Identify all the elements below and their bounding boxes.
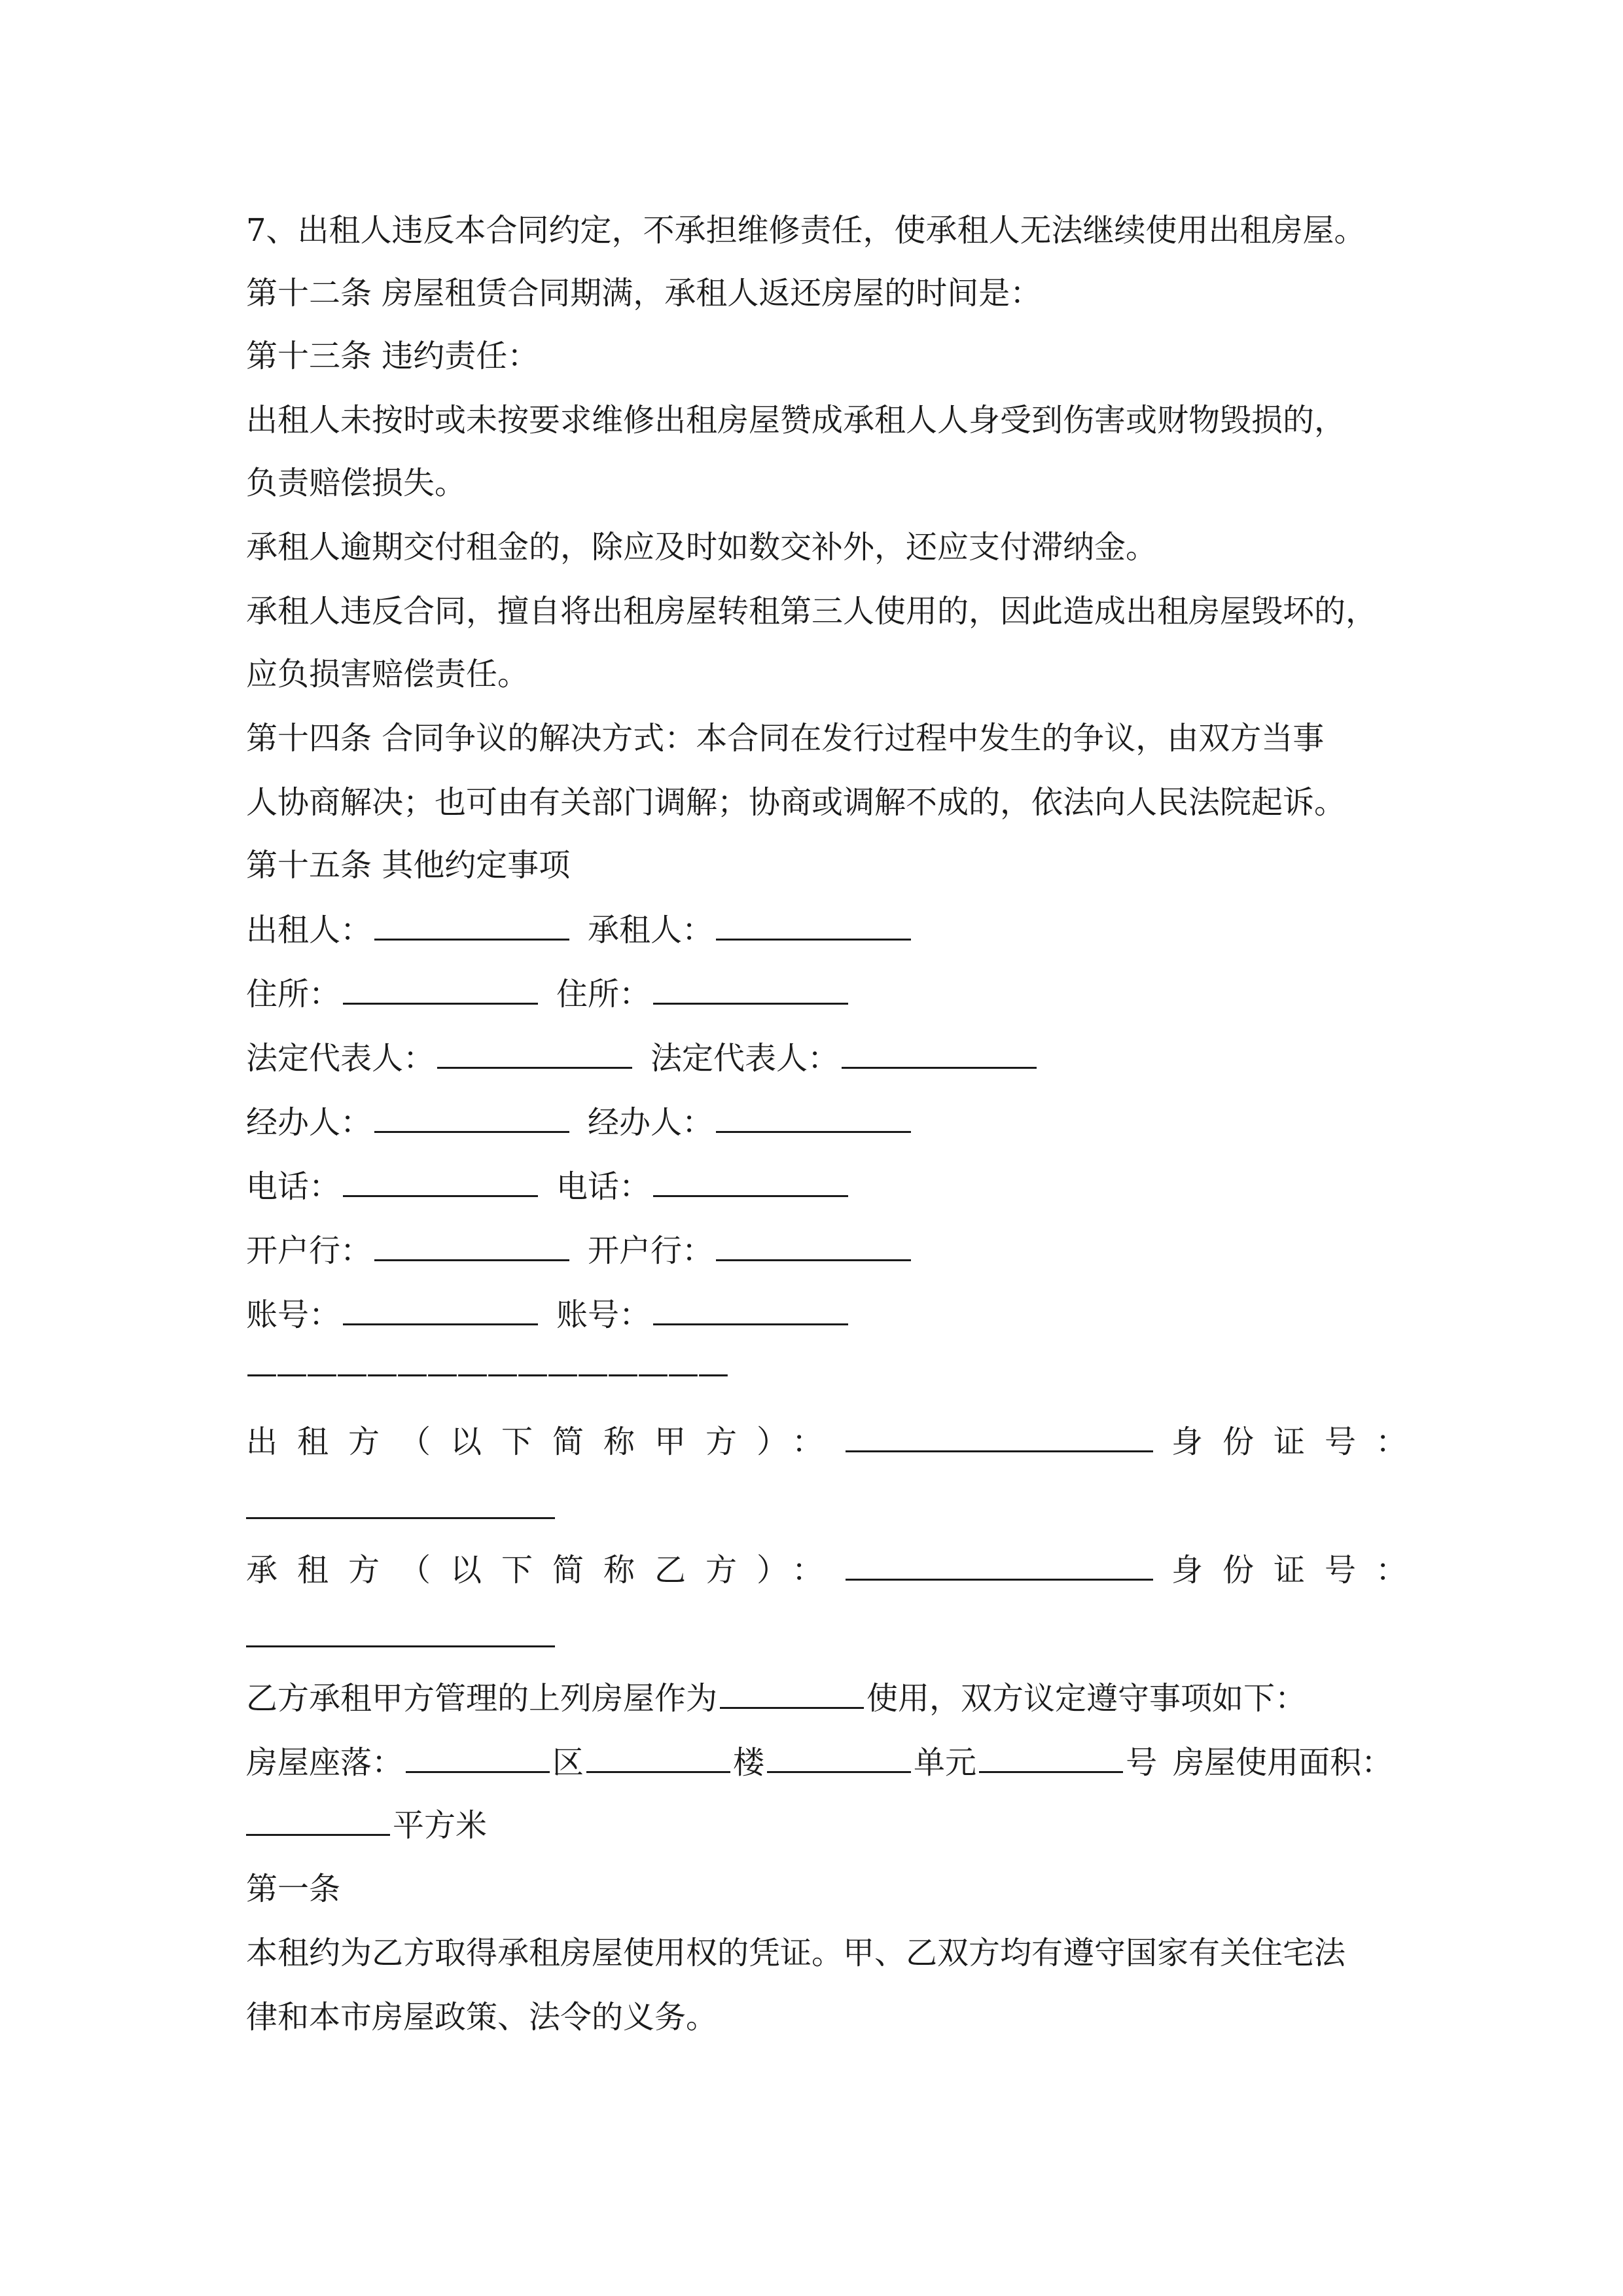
bank-blank-a[interactable]: [374, 1229, 569, 1261]
lessor-label: 出租人：: [246, 912, 372, 948]
section-divider: ————————————————: [246, 1355, 728, 1391]
signature-row-phone: [246, 1165, 1398, 1208]
breach-sublet-line-2: 应负损害赔偿责任。: [246, 656, 529, 692]
bank-blank-b[interactable]: [716, 1229, 911, 1261]
party-b-label: 承租方（以下简称乙方）：: [246, 1552, 844, 1588]
address-label-b: 住所：: [556, 976, 651, 1013]
lessee-label: 承租人：: [588, 912, 714, 948]
party-b-blank[interactable]: [846, 1549, 1153, 1581]
legal-rep-label-b: 法定代表人：: [651, 1040, 840, 1077]
article-14-line-2: 人协商解决；也可由有关部门调解；协商或调解不成的，依法向人民法院起诉。: [246, 784, 1346, 821]
legal-rep-label-a: 法定代表人：: [246, 1040, 435, 1077]
district-blank[interactable]: [406, 1741, 550, 1773]
agent-blank-b[interactable]: [716, 1101, 911, 1133]
agent-label-a: 经办人：: [246, 1104, 372, 1141]
party-a-row: [246, 1420, 1427, 1463]
article-1-title: 第一条: [246, 1871, 341, 1907]
article-15-title: 第十五条 其他约定事项: [246, 847, 571, 884]
account-blank-b[interactable]: [653, 1293, 848, 1325]
party-a-label: 出租方（以下简称甲方）：: [246, 1424, 844, 1460]
number-blank[interactable]: [979, 1741, 1123, 1773]
agent-blank-a[interactable]: [374, 1101, 569, 1133]
building-blank[interactable]: [586, 1741, 730, 1773]
breach-sublet-line-1: 承租人违反合同，擅自将出租房屋转租第三人使用的，因此造成出租房屋毁坏的，: [246, 593, 1378, 630]
phone-label-b: 电话：: [556, 1168, 651, 1205]
signature-row-account: [246, 1293, 1398, 1336]
lessor-blank[interactable]: [374, 908, 569, 941]
clause-7-line: 7、出租人违反本合同约定，不承担维修责任，使承租人无法继续使用出租房屋。: [246, 212, 1366, 249]
area-label: 房屋使用面积：: [1173, 1744, 1393, 1781]
phone-blank-a[interactable]: [343, 1165, 538, 1197]
party-b-id-blank[interactable]: [246, 1645, 555, 1647]
address-label-a: 住所：: [246, 976, 341, 1013]
party-a-id-blank[interactable]: [246, 1517, 555, 1519]
article-13-title: 第十三条 违约责任：: [246, 338, 539, 374]
bank-label-b: 开户行：: [588, 1232, 714, 1269]
breach-rent-line: 承租人逾期交付租金的，除应及时如数交补外，还应支付滞纳金。: [246, 529, 1158, 565]
bank-label-a: 开户行：: [246, 1232, 372, 1269]
phone-blank-b[interactable]: [653, 1165, 848, 1197]
use-prefix: 乙方承租甲方管理的上列房屋作为: [246, 1680, 718, 1717]
use-suffix: 使用，双方议定遵守事项如下：: [866, 1680, 1307, 1717]
article-1-line-2: 律和本市房屋政策、法令的义务。: [246, 1999, 718, 2036]
property-area-row: [246, 1804, 1398, 1846]
unit-blank[interactable]: [767, 1741, 911, 1773]
party-b-id-label: 身份证号：: [1171, 1552, 1427, 1588]
unit-label: 单元: [914, 1744, 977, 1781]
phone-label-a: 电话：: [246, 1168, 341, 1205]
address-blank-b[interactable]: [653, 973, 848, 1005]
area-unit: 平方米: [393, 1807, 488, 1844]
breach-lessor-line-2: 负责赔偿损失。: [246, 465, 467, 501]
party-a-blank[interactable]: [846, 1420, 1153, 1452]
legal-rep-blank-b[interactable]: [842, 1037, 1037, 1069]
signature-row-agent: [246, 1101, 1398, 1143]
article-12-line: 第十二条 房屋租赁合同期满，承租人返还房屋的时间是：: [246, 275, 1042, 312]
signature-row-legal-rep: [246, 1037, 1398, 1079]
address-blank-a[interactable]: [343, 973, 538, 1005]
account-label-b: 账号：: [556, 1297, 651, 1333]
building-label: 楼: [733, 1744, 765, 1781]
property-use-row: [246, 1677, 1398, 1719]
legal-rep-blank-a[interactable]: [437, 1037, 632, 1069]
signature-row-address: [246, 973, 1398, 1015]
signature-row-party: [246, 908, 1398, 951]
district-label: 区: [552, 1744, 584, 1781]
account-label-a: 账号：: [246, 1297, 341, 1333]
property-location-row: [246, 1741, 1398, 1784]
area-blank[interactable]: [246, 1804, 390, 1836]
party-a-id-label: 身份证号：: [1171, 1424, 1427, 1460]
article-1-line-1: 本租约为乙方取得承租房屋使用权的凭证。甲、乙双方均有遵守国家有关住宅法: [246, 1935, 1346, 1971]
number-label: 号: [1126, 1744, 1158, 1781]
party-b-row: [246, 1549, 1427, 1591]
breach-lessor-line-1: 出租人未按时或未按要求维修出租房屋赞成承租人人身受到伤害或财物毁损的，: [246, 402, 1346, 439]
signature-row-bank: [246, 1229, 1398, 1272]
agent-label-b: 经办人：: [588, 1104, 714, 1141]
location-label: 房屋座落：: [246, 1744, 404, 1781]
lessee-blank[interactable]: [716, 908, 911, 941]
account-blank-a[interactable]: [343, 1293, 538, 1325]
article-14-line-1: 第十四条 合同争议的解决方式：本合同在发行过程中发生的争议，由双方当事: [246, 720, 1325, 757]
use-blank[interactable]: [720, 1677, 864, 1709]
